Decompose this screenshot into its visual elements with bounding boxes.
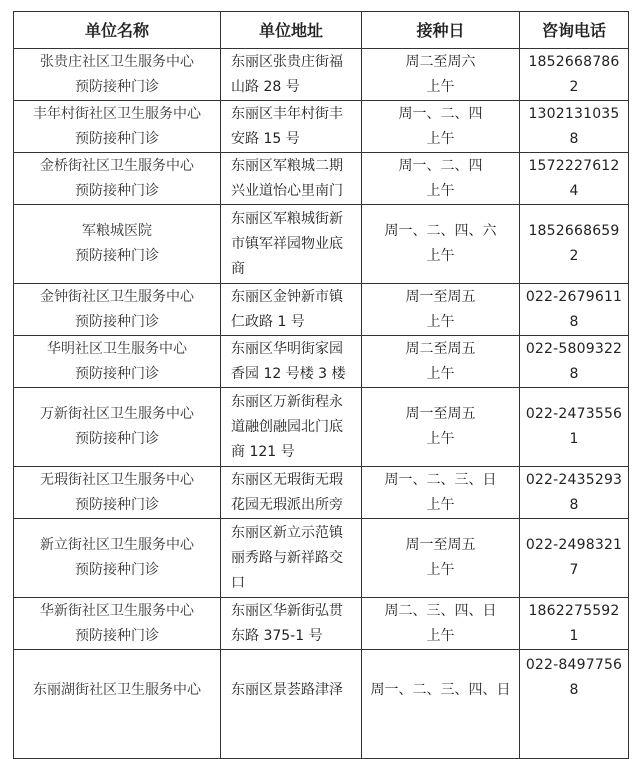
unit-name: 东丽湖街社区卫生服务中心 <box>33 682 201 698</box>
unit-clinic: 预防接种门诊 <box>75 496 159 513</box>
vaccination-day-cell <box>362 205 520 284</box>
unit-address: 东丽区万新街程永道融创融园北门底商 121 号 <box>221 388 362 467</box>
vaccination-time: 上午 <box>426 365 455 382</box>
vaccination-day-cell <box>362 336 520 388</box>
unit-name-cell <box>14 336 221 388</box>
vaccination-time: 上午 <box>426 496 455 513</box>
unit-name-cell <box>14 153 221 205</box>
unit-address: 东丽区无瑕街无瑕花园无瑕派出所旁 <box>221 467 362 519</box>
unit-name: 丰年村街社区卫生服务中心 <box>33 105 201 122</box>
vaccination-days: 周一至周五 <box>405 406 476 422</box>
vaccination-days: 周二、三、四、日 <box>384 602 497 619</box>
unit-name: 无瑕街社区卫生服务中心 <box>40 471 194 488</box>
unit-clinic: 预防接种门诊 <box>75 562 159 578</box>
vaccination-days: 周一、二、四、六 <box>384 223 497 239</box>
header-consult-phone: 咨询电话 <box>520 12 629 49</box>
consult-phone: 18526687862 <box>520 49 629 101</box>
unit-clinic: 预防接种门诊 <box>75 248 159 264</box>
unit-clinic: 预防接种门诊 <box>75 627 159 644</box>
vaccination-time: 上午 <box>426 248 455 264</box>
unit-name: 万新街社区卫生服务中心 <box>40 406 194 422</box>
vaccination-time: 上午 <box>426 182 455 199</box>
table-row <box>14 101 629 153</box>
unit-name-cell <box>14 388 221 467</box>
vaccination-time: 上午 <box>426 627 455 644</box>
header-vaccination-day: 接种日 <box>362 12 520 49</box>
vaccination-time: 上午 <box>426 431 455 447</box>
unit-name-cell <box>14 467 221 519</box>
unit-address: 东丽区景荟路津泽 <box>221 650 362 759</box>
unit-name: 金钟街社区卫生服务中心 <box>40 288 194 305</box>
vaccination-time: 上午 <box>426 130 455 147</box>
vaccination-day-cell <box>362 388 520 467</box>
consult-phone: 022-24735561 <box>520 388 629 467</box>
unit-name-cell <box>14 205 221 284</box>
unit-name: 金桥街社区卫生服务中心 <box>40 157 194 174</box>
consult-phone: 022-84977568 <box>520 650 629 759</box>
unit-clinic: 预防接种门诊 <box>75 365 159 382</box>
vaccination-days: 周一、二、三、日 <box>384 471 497 488</box>
consult-phone: 022-26796118 <box>520 284 629 336</box>
consult-phone: 15722276124 <box>520 153 629 205</box>
vaccination-time: 上午 <box>426 313 455 330</box>
vaccination-days: 周一至周五 <box>405 288 476 305</box>
consult-phone: 18622755921 <box>520 598 629 650</box>
table-row <box>14 388 629 467</box>
consult-phone: 18526686592 <box>520 205 629 284</box>
unit-name: 军粮城医院 <box>82 223 152 239</box>
table-row <box>14 519 629 598</box>
unit-clinic: 预防接种门诊 <box>75 130 159 147</box>
unit-name: 华明社区卫生服务中心 <box>47 340 187 357</box>
unit-name-cell <box>14 650 221 759</box>
table-row <box>14 205 629 284</box>
vaccination-day-cell <box>362 467 520 519</box>
table-row <box>14 650 629 759</box>
unit-name: 新立街社区卫生服务中心 <box>40 537 194 553</box>
unit-name: 张贵庄社区卫生服务中心 <box>40 53 194 70</box>
unit-clinic: 预防接种门诊 <box>75 78 159 95</box>
table-row <box>14 598 629 650</box>
vaccination-day-cell <box>362 49 520 101</box>
unit-clinic: 预防接种门诊 <box>75 431 159 447</box>
vaccination-time: 上午 <box>426 78 455 95</box>
unit-clinic: 预防接种门诊 <box>75 182 159 199</box>
vaccination-days: 周二至周六 <box>405 53 476 70</box>
unit-name-cell <box>14 284 221 336</box>
consult-phone: 022-58093228 <box>520 336 629 388</box>
header-row <box>14 12 629 49</box>
consult-phone: 022-24983217 <box>520 519 629 598</box>
vaccination-days: 周一至周五 <box>405 537 476 553</box>
table-row <box>14 284 629 336</box>
vaccination-day-cell <box>362 101 520 153</box>
unit-address: 东丽区华明街家园香园 12 号楼 3 楼 <box>221 336 362 388</box>
vaccination-days: 周一、二、三、四、日 <box>370 682 511 698</box>
unit-name-cell <box>14 49 221 101</box>
unit-address: 东丽区军粮城街新市镇军祥园物业底商 <box>221 205 362 284</box>
unit-name-cell <box>14 519 221 598</box>
unit-name-cell <box>14 598 221 650</box>
header-unit-address: 单位地址 <box>221 12 362 49</box>
vaccination-day-cell <box>362 650 520 759</box>
table-row <box>14 153 629 205</box>
unit-address: 东丽区张贵庄街福山路 28 号 <box>221 49 362 101</box>
vaccination-day-cell <box>362 284 520 336</box>
unit-address: 东丽区华新街弘贯东路 375-1 号 <box>221 598 362 650</box>
table-row <box>14 49 629 101</box>
unit-name-cell <box>14 101 221 153</box>
vaccination-day-cell <box>362 598 520 650</box>
header-unit-name: 单位名称 <box>14 12 221 49</box>
table-row <box>14 336 629 388</box>
vaccination-clinic-table <box>13 11 629 759</box>
unit-address: 东丽区金钟新市镇仁政路 1 号 <box>221 284 362 336</box>
consult-phone: 022-24352938 <box>520 467 629 519</box>
unit-clinic: 预防接种门诊 <box>75 313 159 330</box>
vaccination-time: 上午 <box>426 562 455 578</box>
unit-name: 华新街社区卫生服务中心 <box>40 602 194 619</box>
unit-address: 东丽区军粮城二期兴业道怡心里南门 <box>221 153 362 205</box>
table-row <box>14 467 629 519</box>
unit-address: 东丽区丰年村街丰安路 15 号 <box>221 101 362 153</box>
vaccination-days: 周一、二、四 <box>398 105 483 122</box>
vaccination-days: 周一、二、四 <box>398 157 483 174</box>
consult-phone: 13021310358 <box>520 101 629 153</box>
unit-address: 东丽区新立示范镇丽秀路与新祥路交口 <box>221 519 362 598</box>
vaccination-day-cell <box>362 153 520 205</box>
vaccination-day-cell <box>362 519 520 598</box>
vaccination-days: 周二至周五 <box>405 340 476 357</box>
